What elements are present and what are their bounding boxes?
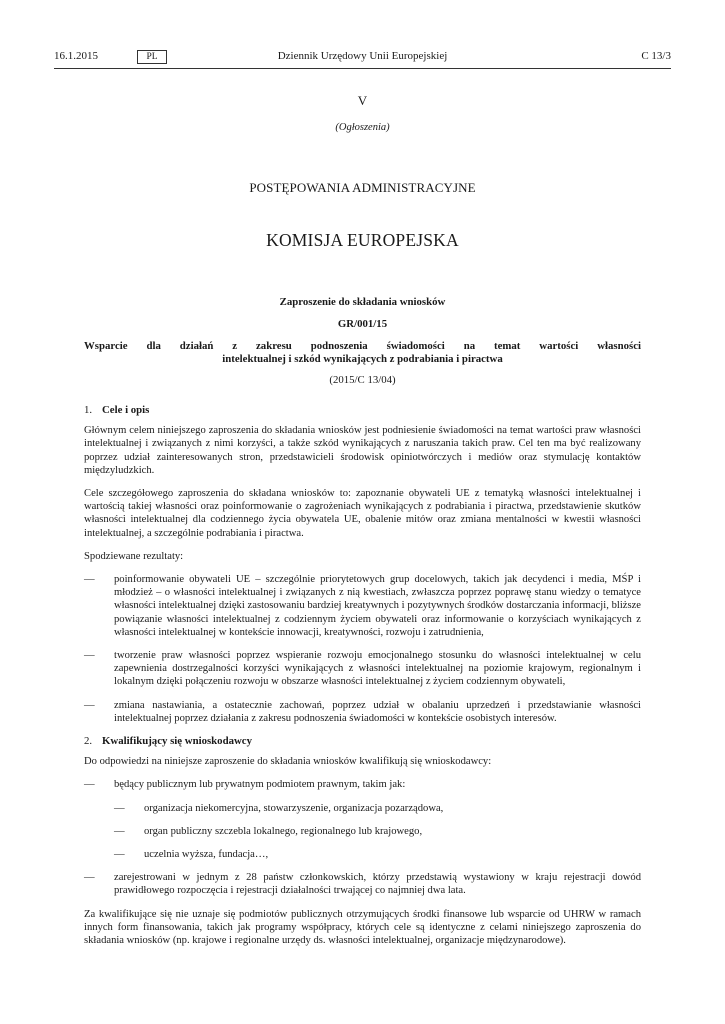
section-2-number: 2. (84, 735, 93, 748)
dash-bullet: — (84, 872, 95, 884)
paragraph: Do odpowiedzi na niniejsze zaproszenie do składania wniosków kwalifikują się wnioskodawcy: (84, 756, 492, 768)
list-item (84, 871, 641, 897)
page-reference: C 13/3 (641, 50, 671, 62)
call-reference: (2015/C 13/04) (329, 374, 396, 386)
paragraph: Cele szczegółowego zaproszenia do składana wniosków to: zapoznanie obywateli UE z tematyką własności intelektualnej i wartością takiej własności oraz poinformowanie o zagrożeniach wynikających z podrabiania i piractwa, przedstawienie skutków własności intelektualnej dla codziennego życia obywatela UE, obalenie mitów oraz zmiana mentalności w kwestii własności intelektualnej, a szczególnie podrabiania i piractwa. (84, 488, 641, 539)
dash-bullet: — (84, 574, 95, 586)
sub-list-item (84, 802, 641, 815)
section-subtitle: (Ogłoszenia) (335, 122, 390, 133)
dash-bullet: — (84, 650, 95, 662)
dash-bullet: — (84, 779, 95, 791)
list-item-text: organizacja niekomercyjna, stowarzyszenie, organizacja pozarządowa, (144, 802, 444, 814)
section-1-number: 1. (84, 404, 93, 416)
list-item-text: tworzenie praw własności poprzez wspieranie rozwoju emocjonalnego stosunku do własności intelektualnej w celu zapewnienia dostrzegalności korzyści wynikających z własności intelektualnej na poziomie krajowym, regionalnym i lokalnym dzięki połączeniu rozwoju w obszarze własności intelektualnej z życiem codziennym obywateli, (114, 650, 641, 688)
paragraph: Za kwalifikujące się nie uznaje się podmiotów publicznych otrzymujących środki finansowe lub wsparcie od UHRW w ramach innych form finansowania, takich jak programy współpracy, których cele są identyczne z celami niniejszego zaproszenia do składania wniosków (np. krajowe i regionalne urzędy ds. własności intelektualnej, organizacje międzynarodowe). (84, 908, 641, 947)
section-2-heading (84, 735, 641, 748)
page-header (54, 48, 671, 66)
list-item (84, 573, 641, 639)
list-item-text: uczelnia wyższa, fundacja…, (144, 849, 269, 861)
paragraph: Spodziewane rezultaty: (84, 550, 184, 562)
dash-bullet: — (114, 802, 125, 814)
list-item-text: zmiana nastawiania, a ostatecznie zachowań, poprzez udział w obalaniu uprzedzeń i przedstawianie własności intelektualnej poprzez działania z zakresu podnoszenia świadomości w kontekście osobistych interesów. (114, 699, 641, 724)
header-rule (54, 68, 671, 69)
dash-bullet: — (114, 849, 125, 861)
list-item-text: zarejestrowani w jednym z 28 państw członkowskich, którzy przedstawią wystawiony w kraju rejestracji dowód prawidłowego rozpoczęcia i rejestracji działalności trwającej co najmniej dwa lata. (114, 872, 641, 897)
document-body (84, 404, 641, 957)
dash-bullet: — (84, 699, 95, 711)
sub-list-item (84, 848, 641, 861)
call-subject (84, 340, 641, 365)
call-number: GR/001/15 (337, 318, 388, 330)
publication-date: 16.1.2015 (54, 50, 98, 62)
list-item-text: będący publicznym lub prywatnym podmiotem prawnym, takim jak: (114, 779, 406, 791)
list-item (84, 699, 641, 725)
section-1-heading (84, 404, 641, 417)
list-item-text: poinformowanie obywateli UE – szczególnie priorytetowych grup docelowych, takich jak decydenci i media, MŚP i młodzież – o własności intelektualnej i związanych z nią kwestiach, zwłaszcza poprzez poprawę stanu wiedzy o tematyce własności intelektualnej dzięki zastosowaniu bardziej kreatywnych i pozytywnych środków dostarczania informacji, bliższe powiązanie własności intelektualnej z codziennym życiem obywateli oraz informowanie o korzyściach wynikających z własności intelektualnej w kontekście innowacji, kreatywności, rozwoju i zatrudnienia, (114, 574, 641, 638)
paragraph: Głównym celem niniejszego zaproszenia do składania wniosków jest podniesienie świadomości na temat wartości praw własności intelektualnej i związanych z nimi korzyści, a także szkód wynikających z naruszania takich praw. Cel ten ma być realizowany poprzez udział zainteresowanych stron, przedstawicieli środowisk opiniotwórczych i mediów oraz stymulację kontaktów międzyludzkich. (84, 425, 641, 476)
list-item (84, 649, 641, 689)
call-subject-line-1: Wsparcie dla działań z zakresu podnoszenia świadomości na temat wartości własności (84, 340, 641, 352)
list-item (84, 778, 641, 791)
call-subject-line-2: intelektualnej i szkód wynikających z podrabiania i piractwa (222, 352, 503, 365)
dash-bullet: — (114, 825, 125, 837)
issuer-title: KOMISJA EUROPEJSKA (266, 230, 459, 250)
sub-list-item (84, 825, 641, 838)
section-1-title: Cele i opis (102, 404, 150, 416)
list-item-text: organ publiczny szczebla lokalnego, regionalnego lub krajowego, (144, 825, 423, 837)
section-title: POSTĘPOWANIA ADMINISTRACYJNE (249, 180, 476, 195)
language-badge: PL (137, 50, 167, 64)
section-number: V (357, 93, 368, 108)
section-2-title: Kwalifikujący się wnioskodawcy (102, 735, 252, 748)
call-title: Zaproszenie do składania wniosków (279, 296, 446, 308)
journal-title: Dziennik Urzędowy Unii Europejskiej (277, 50, 448, 62)
